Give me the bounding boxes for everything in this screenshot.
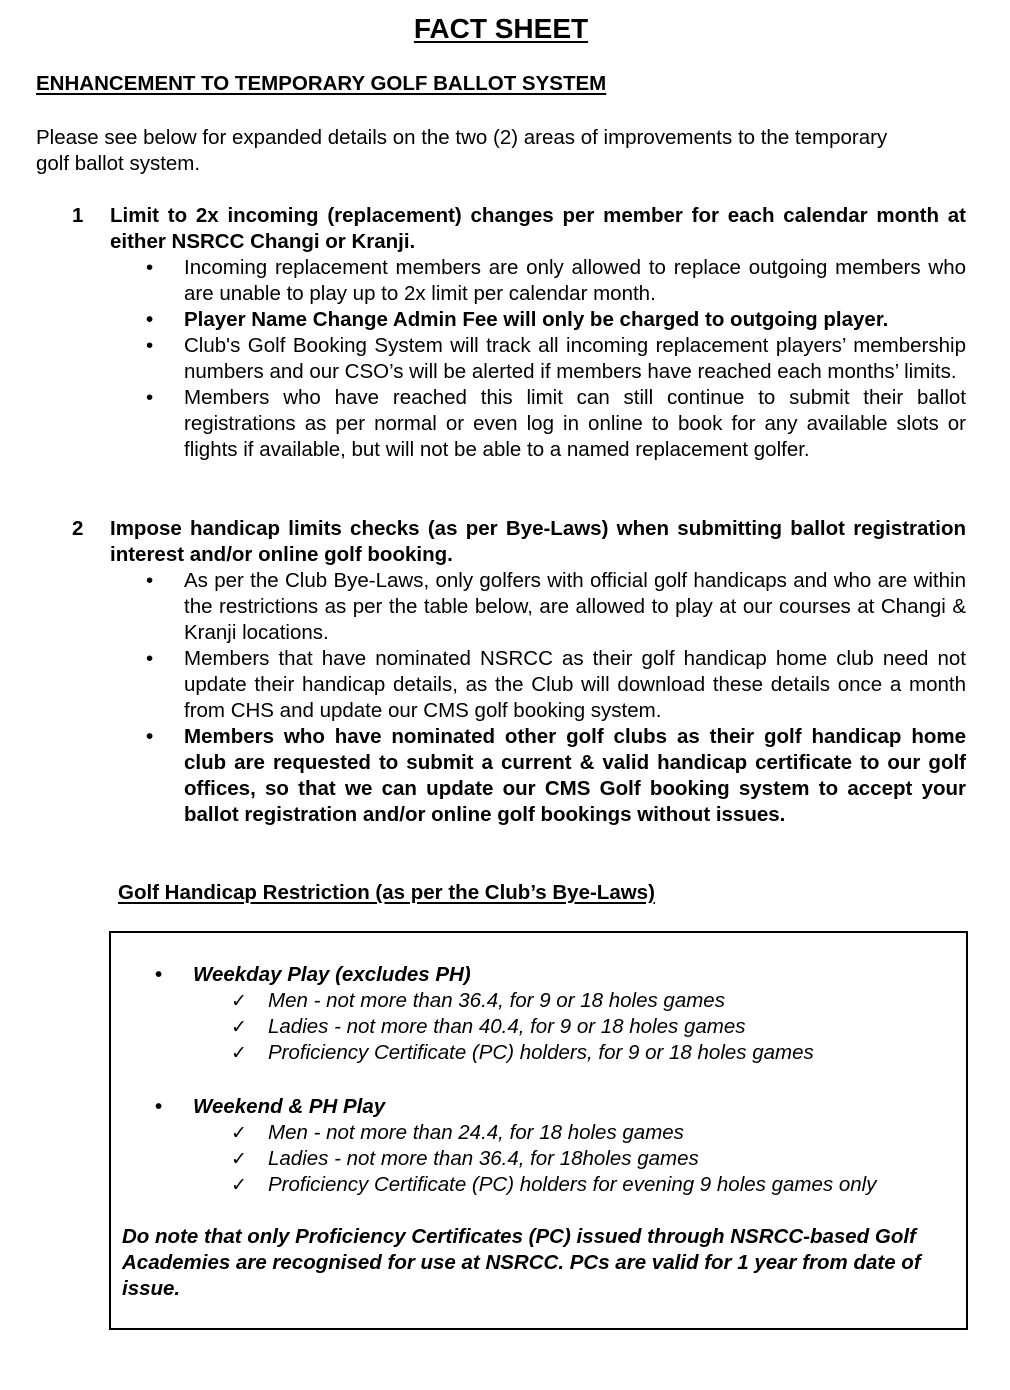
rule-item	[231, 1172, 966, 1198]
rule-list	[111, 988, 966, 1066]
bullet-icon: •	[146, 725, 154, 748]
bullet-icon: •	[146, 334, 154, 357]
list-item-text: Player Name Change Admin Fee will only be charged to outgoing player.	[184, 308, 889, 331]
restriction-note: Do note that only Proficiency Certificates (PC) issued through NSRCC-based Golf Academies are recognised for use at NSRCC. PCs are valid for 1 year from date of issue.	[122, 1225, 921, 1300]
bullet-list	[0, 568, 1010, 828]
check-icon: ✓	[231, 1122, 247, 1144]
list-item-text: Members who have reached this limit can still continue to submit their ballot registrations as per normal or even log in online to book for any available slots or flights if available, but will not be able to a named replacement golfer.	[184, 386, 966, 461]
bullet-icon: •	[155, 1095, 163, 1118]
bullet-list	[0, 255, 1010, 463]
list-item	[146, 307, 966, 333]
bullet-icon: •	[146, 386, 154, 409]
rule-list	[111, 1120, 966, 1198]
play-group-title	[155, 962, 966, 988]
list-item	[146, 646, 966, 724]
list-item	[146, 255, 966, 307]
rule-item	[231, 1120, 966, 1146]
restriction-heading: Golf Handicap Restriction (as per the Club’s Bye-Laws)	[118, 881, 655, 904]
rule-text: Proficiency Certificate (PC) holders for evening 9 holes games only	[268, 1173, 877, 1196]
list-item-text: Members that have nominated NSRCC as their golf handicap home club need not update their handicap details, as the Club will download these details once a month from CHS and update our CMS golf booking system.	[184, 647, 966, 722]
rule-item	[231, 988, 966, 1014]
list-item-text: Members who have nominated other golf clubs as their golf handicap home club are requested to submit a current & valid handicap certificate to our golf offices, so that we can update our CMS Golf booking system to accept your ballot registration and/or online golf bookings without issues.	[184, 725, 966, 826]
bullet-icon: •	[146, 256, 154, 279]
rule-text: Ladies - not more than 40.4, for 9 or 18 holes games	[268, 1015, 746, 1038]
rule-item	[231, 1146, 966, 1172]
rule-item	[231, 1040, 966, 1066]
bullet-icon: •	[155, 963, 163, 986]
item-number: 1	[72, 204, 84, 227]
list-item-text: Incoming replacement members are only allowed to replace outgoing members who are unable to play up to 2x limit per calendar month.	[184, 256, 966, 305]
list-item-text: Club's Golf Booking System will track all incoming replacement players’ membership numbers and our CSO’s will be alerted if members have reached each months’ limits.	[184, 334, 966, 383]
check-icon: ✓	[231, 1174, 247, 1196]
weekday-play-group	[111, 962, 966, 1066]
numbered-item-2	[0, 516, 1010, 828]
bullet-icon: •	[146, 308, 154, 331]
page-title: FACT SHEET	[413, 13, 589, 44]
list-item-text: As per the Club Bye-Laws, only golfers with official golf handicaps and who are within the restrictions as per the table below, are allowed to play at our courses at Changi & Kranji locations.	[184, 569, 966, 644]
numbered-item-1	[0, 203, 1010, 463]
check-icon: ✓	[231, 1148, 247, 1170]
bullet-icon: •	[146, 569, 154, 592]
rule-text: Men - not more than 36.4, for 9 or 18 holes games	[268, 989, 725, 1012]
list-item	[146, 724, 966, 828]
rule-text: Proficiency Certificate (PC) holders, for 9 or 18 holes games	[268, 1041, 814, 1064]
list-item	[146, 385, 966, 463]
play-group-title	[155, 1094, 966, 1120]
check-icon: ✓	[231, 1016, 247, 1038]
check-icon: ✓	[231, 1042, 247, 1064]
weekend-play-group	[111, 1094, 966, 1198]
rule-text: Men - not more than 24.4, for 18 holes games	[268, 1121, 684, 1144]
rule-item	[231, 1014, 966, 1040]
bullet-icon: •	[146, 647, 154, 670]
item-title: Impose handicap limits checks (as per Bye-Laws) when submitting ballot registration interest and/or online golf booking.	[110, 517, 966, 566]
section-heading: ENHANCEMENT TO TEMPORARY GOLF BALLOT SYSTEM	[36, 72, 607, 95]
intro-paragraph: Please see below for expanded details on the two (2) areas of improvements to the temporary golf ballot system.	[36, 126, 888, 175]
play-group-title-text: Weekday Play (excludes PH)	[193, 963, 471, 986]
item-title: Limit to 2x incoming (replacement) changes per member for each calendar month at either NSRCC Changi or Kranji.	[110, 204, 966, 253]
play-group-title-text: Weekend & PH Play	[193, 1095, 386, 1118]
restriction-box	[109, 931, 968, 1330]
check-icon: ✓	[231, 990, 247, 1012]
item-number: 2	[72, 517, 84, 540]
list-item	[146, 333, 966, 385]
list-item	[146, 568, 966, 646]
rule-text: Ladies - not more than 36.4, for 18holes games	[268, 1147, 699, 1170]
